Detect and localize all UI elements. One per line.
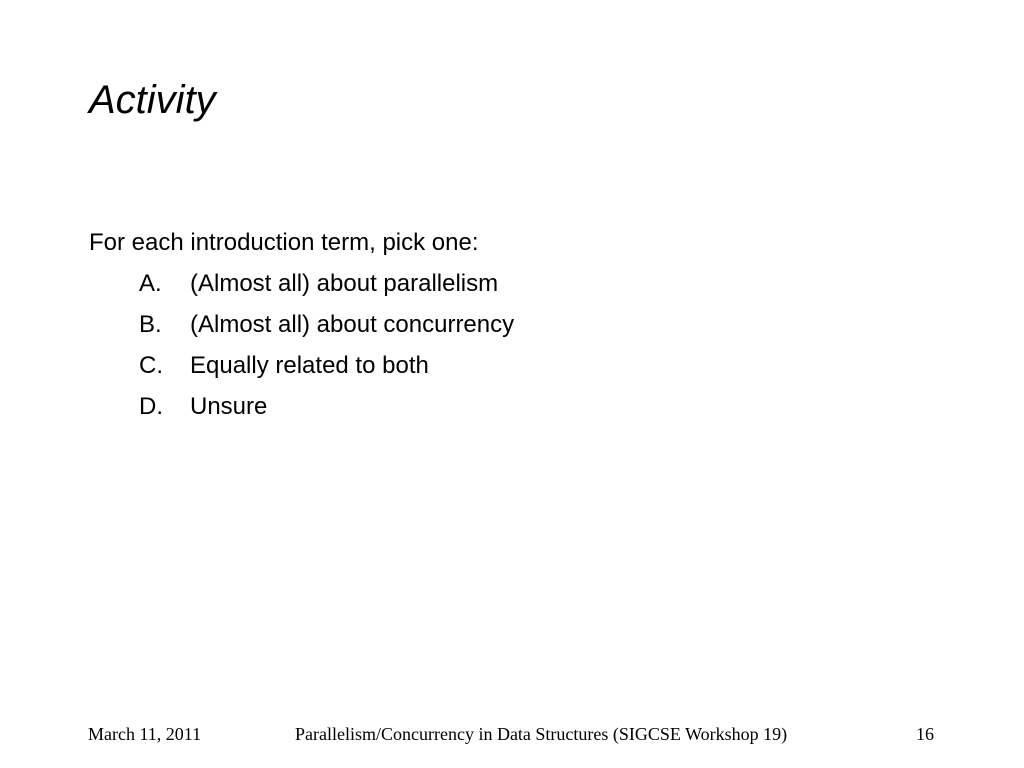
- option-letter: A.: [139, 270, 162, 297]
- option-a: [89, 263, 514, 304]
- option-c: [89, 345, 514, 386]
- option-text: Unsure: [190, 393, 268, 420]
- option-letter: B.: [139, 311, 162, 338]
- option-d: [89, 386, 514, 427]
- intro-text: For each introduction term, pick one:: [89, 229, 479, 256]
- option-b: [89, 304, 514, 345]
- option-text: (Almost all) about parallelism: [190, 270, 499, 297]
- slide-body: [89, 222, 514, 427]
- option-letter: D.: [139, 393, 163, 420]
- slide-title: Activity: [89, 78, 216, 122]
- option-letter: C.: [139, 352, 163, 379]
- footer-title: Parallelism/Concurrency in Data Structures (SIGCSE Workshop 19): [295, 724, 788, 744]
- page-number: 16: [916, 724, 934, 744]
- option-list: [89, 263, 514, 427]
- option-text: (Almost all) about concurrency: [190, 311, 515, 338]
- footer-date: March 11, 2011: [88, 724, 202, 744]
- option-text: Equally related to both: [190, 352, 429, 379]
